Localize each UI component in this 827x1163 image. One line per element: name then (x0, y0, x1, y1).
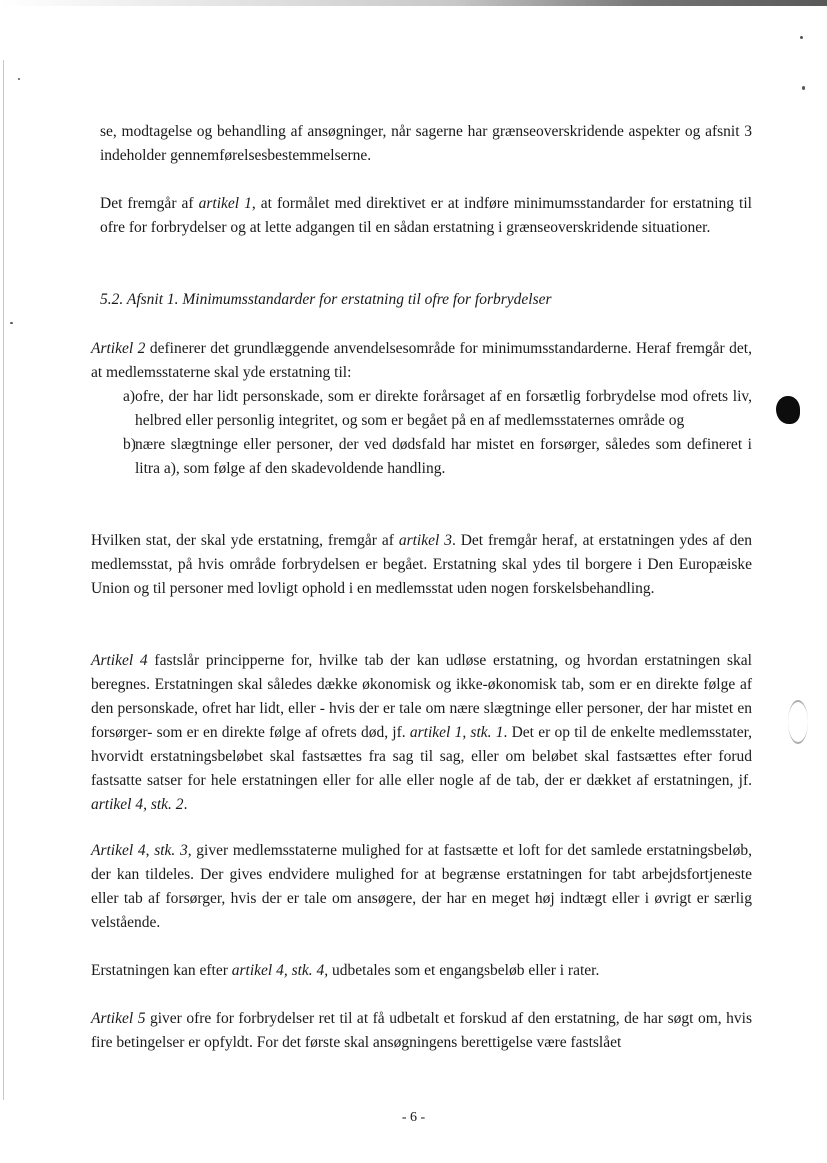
article-reference: Artikel 2 (91, 340, 146, 357)
article-reference: artikel 1, stk. 1 (409, 724, 504, 741)
article-reference: artikel 4, stk. 4, (231, 962, 329, 979)
text: . (183, 796, 188, 813)
scan-speck (10, 322, 13, 324)
list-item (91, 385, 752, 433)
text: giver ofre for forbrydelser ret til at få udbetalt et forskud af den erstatning, de har søgt om, hvis fire betingelser er opfyldt. For det første skal ansøgningens berettigelse være fastslået (91, 1010, 752, 1051)
list-item (91, 433, 752, 481)
article-reference: Artikel 5 (91, 1010, 146, 1027)
list-marker: b) (123, 436, 136, 453)
page-number: - 6 - (401, 1110, 426, 1125)
text: fastslår principperne for, hvilke tab der kan udløse erstatning, og hvordan erstatningen skal beregnes. Erstatningen skal således dække økonomisk og ikke-økonomisk tab, som er en direkte følge af den personskade, ofret har lidt, eller - hvis der er tale om nære slægtninge eller personer, der har mistet en forsørger- som er en direkte følge af ofrets død, jf. (91, 652, 752, 741)
list-marker: a) (123, 388, 136, 405)
scan-edge-left (3, 60, 4, 1100)
paragraph-article-5 (91, 1007, 752, 1055)
article-reference: Artikel 4 (91, 652, 148, 669)
scan-speck (802, 86, 805, 90)
text: . Det fremgår heraf, at erstatningen ydes af den medlemsstat, på hvis område forbrydelsen er begået. Erstatning skal ydes til borgere i Den Europæiske Union og til personer med lovligt ophold i en medlemsstat uden nogen forskelsbehandling. (91, 532, 752, 597)
text: Det fremgår af (100, 195, 199, 212)
punch-hole-mark (776, 396, 800, 424)
paragraph-article-4 (91, 649, 752, 817)
paragraph-article-4-stk-4 (91, 959, 752, 983)
text: Hvilken stat, der skal yde erstatning, fremgår af (91, 532, 399, 549)
list-item-text: ofre, der har lidt personskade, som er direkte forårsaget af en forsætlig forbrydelse mod ofrets liv, helbred eller personlig integritet, og som er begået på en af medlemsstaternes område og (135, 388, 752, 429)
text: Erstatningen kan efter (91, 962, 232, 979)
scan-edge-top (0, 0, 827, 6)
punch-hole-outline (788, 700, 808, 744)
paragraph-article-4-stk-3 (91, 839, 752, 935)
text: definerer det grundlæggende anvendelsesområde for minimumsstandarderne. Heraf fremgår det, at medlemsstaterne skal yde erstatning til: (91, 340, 752, 381)
criteria-list (91, 385, 752, 481)
paragraph-article-3 (91, 529, 752, 601)
section-heading: 5.2. Afsnit 1. Minimumsstandarder for erstatning til ofre for forbrydelser (100, 291, 552, 308)
article-reference: artikel 1 (198, 195, 252, 212)
list-item-text: nære slægtninge eller personer, der ved dødsfald har mistet en forsørger, således som defineret i litra a), som følge af den skadevoldende handling. (135, 436, 752, 477)
text: udbetales som et engangsbeløb eller i rater. (328, 962, 600, 979)
paragraph-article-2 (91, 337, 752, 385)
paragraph-intro-continuation: se, modtagelse og behandling af ansøgninger, når sagerne har grænseoverskridende aspekter og afsnit 3 indeholder gennemførelsesbestemmelserne. (100, 123, 752, 164)
text: . Det er op til de enkelte medlemsstater, hvorvidt erstatningsbeløbet skal fastsættes fra sag til sag, eller om beløbet skal fastsættes efter forud fastsatte satser for hele erstatningen eller for alle eller nogle af de tab, der er dækket af erstatningen, jf. (91, 724, 752, 789)
text: giver medlemsstaterne mulighed for at fastsætte et loft for det samlede erstatningsbeløb, der kan tildeles. Der gives endvidere mulighed for at begrænse erstatningen for tabt arbejdsfortjeneste eller tab af forsørger, hvis der er tale om ansøgere, der har en meget høj indtægt eller i øvrigt er særlig velstående. (91, 842, 752, 931)
scan-speck (18, 78, 20, 80)
article-reference: artikel 3 (398, 532, 452, 549)
paragraph-article-1 (100, 192, 752, 240)
article-reference: artikel 4, stk. 2 (91, 796, 184, 813)
text: , at formålet med direktivet er at indføre minimumsstandarder for erstatning til ofre for forbrydelser og at lette adgangen til en sådan erstatning i grænseoverskridende situationer. (100, 195, 752, 236)
scan-speck (800, 36, 803, 39)
article-reference: Artikel 4, stk. 3, (91, 842, 192, 859)
